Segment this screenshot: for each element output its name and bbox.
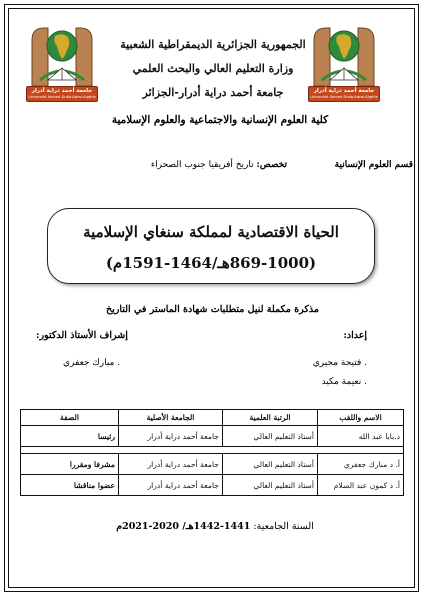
jury-university: جامعة أحمد دراية أدرار <box>119 454 223 475</box>
specialty-label: تخصص: <box>256 160 287 170</box>
table-row <box>21 454 404 475</box>
academic-year <box>100 521 330 532</box>
thesis-title: الحياة الاقتصادية لمملكة سنغاي الإسلامية <box>83 223 339 241</box>
academic-year-label: السنة الجامعية: <box>253 521 314 532</box>
university-emblem-icon <box>24 22 100 88</box>
logo-university-name-ar: جامعة أحمد دراية أدرار <box>313 88 375 94</box>
logo-plaque <box>26 86 98 102</box>
republic-name: الجمهورية الجزائرية الديمقراطية الشعبية <box>120 38 306 51</box>
jury-role: مشرفا ومقررا <box>21 454 119 475</box>
department-label: قسم العلوم الإنسانية <box>334 160 413 170</box>
memo-text: مذكرة مكملة لنيل متطلبات شهادة الماستر في التاريخ <box>105 304 319 315</box>
university-emblem-icon <box>306 22 382 88</box>
prepared-label: إعداد: <box>343 330 367 341</box>
jury-name: أ. د مبارك جعفري <box>318 454 404 475</box>
jury-name: أ. د كمون عبد السلام <box>318 475 404 496</box>
header-rank: الرتبة العلمية <box>223 410 318 426</box>
header-role: الصفة <box>21 410 119 426</box>
jury-table <box>20 409 404 496</box>
jury-rank: أستاذ التعليم العالي <box>223 475 318 496</box>
supervisor-label: إشراف الأستاذ الدكتور: <box>36 330 128 341</box>
table-row <box>21 475 404 496</box>
specialty <box>151 160 287 170</box>
header-name: الاسم واللقب <box>318 410 404 426</box>
faculty-name: كلية العلوم الإنسانية والاجتماعية والعلوم الإسلامية <box>111 114 329 126</box>
jury-name: د.بابا عبد الله <box>318 426 404 447</box>
table-row-gap <box>21 447 404 454</box>
thesis-title-box <box>47 208 375 284</box>
university-logo-left <box>24 22 100 102</box>
jury-university: جامعة أحمد دراية أدرار <box>119 426 223 447</box>
specialty-value: تاريخ أفريقيا جنوب الصحراء <box>150 160 254 170</box>
jury-rank: أستاذ التعليم العالي <box>223 426 318 447</box>
jury-university: جامعة أحمد دراية أدرار <box>119 475 223 496</box>
logo-university-name-fr: Université Ahmed Draïa-Adrar-Algérie <box>310 95 378 99</box>
jury-role: عضوا مناقشا <box>21 475 119 496</box>
academic-year-value: 1441-1442هـ/ 2020-2021م <box>116 521 251 532</box>
logo-university-name-fr: Université Ahmed Draïa-Adrar-Algérie <box>28 95 96 99</box>
header-university: الجامعة الأصلية <box>119 410 223 426</box>
logo-university-name-ar: جامعة أحمد دراية أدرار <box>31 88 93 94</box>
thesis-dates: (869-1000هـ/1464-1591م) <box>105 254 317 272</box>
jury-table-header <box>21 410 404 426</box>
jury-role: رئيسا <box>21 426 119 447</box>
table-row <box>21 426 404 447</box>
student-name-2: . نعيمة مكيد <box>321 377 367 387</box>
student-name-1: . فتيحة مجبري <box>312 358 367 368</box>
university-name: جامعة أحمد دراية أدرار-الجزائر <box>142 86 284 99</box>
supervisor-name: . مبارك جعفري <box>63 358 121 368</box>
ministry-name: وزارة التعليم العالي والبحث العلمي <box>132 62 294 75</box>
jury-rank: أستاذ التعليم العالي <box>223 454 318 475</box>
